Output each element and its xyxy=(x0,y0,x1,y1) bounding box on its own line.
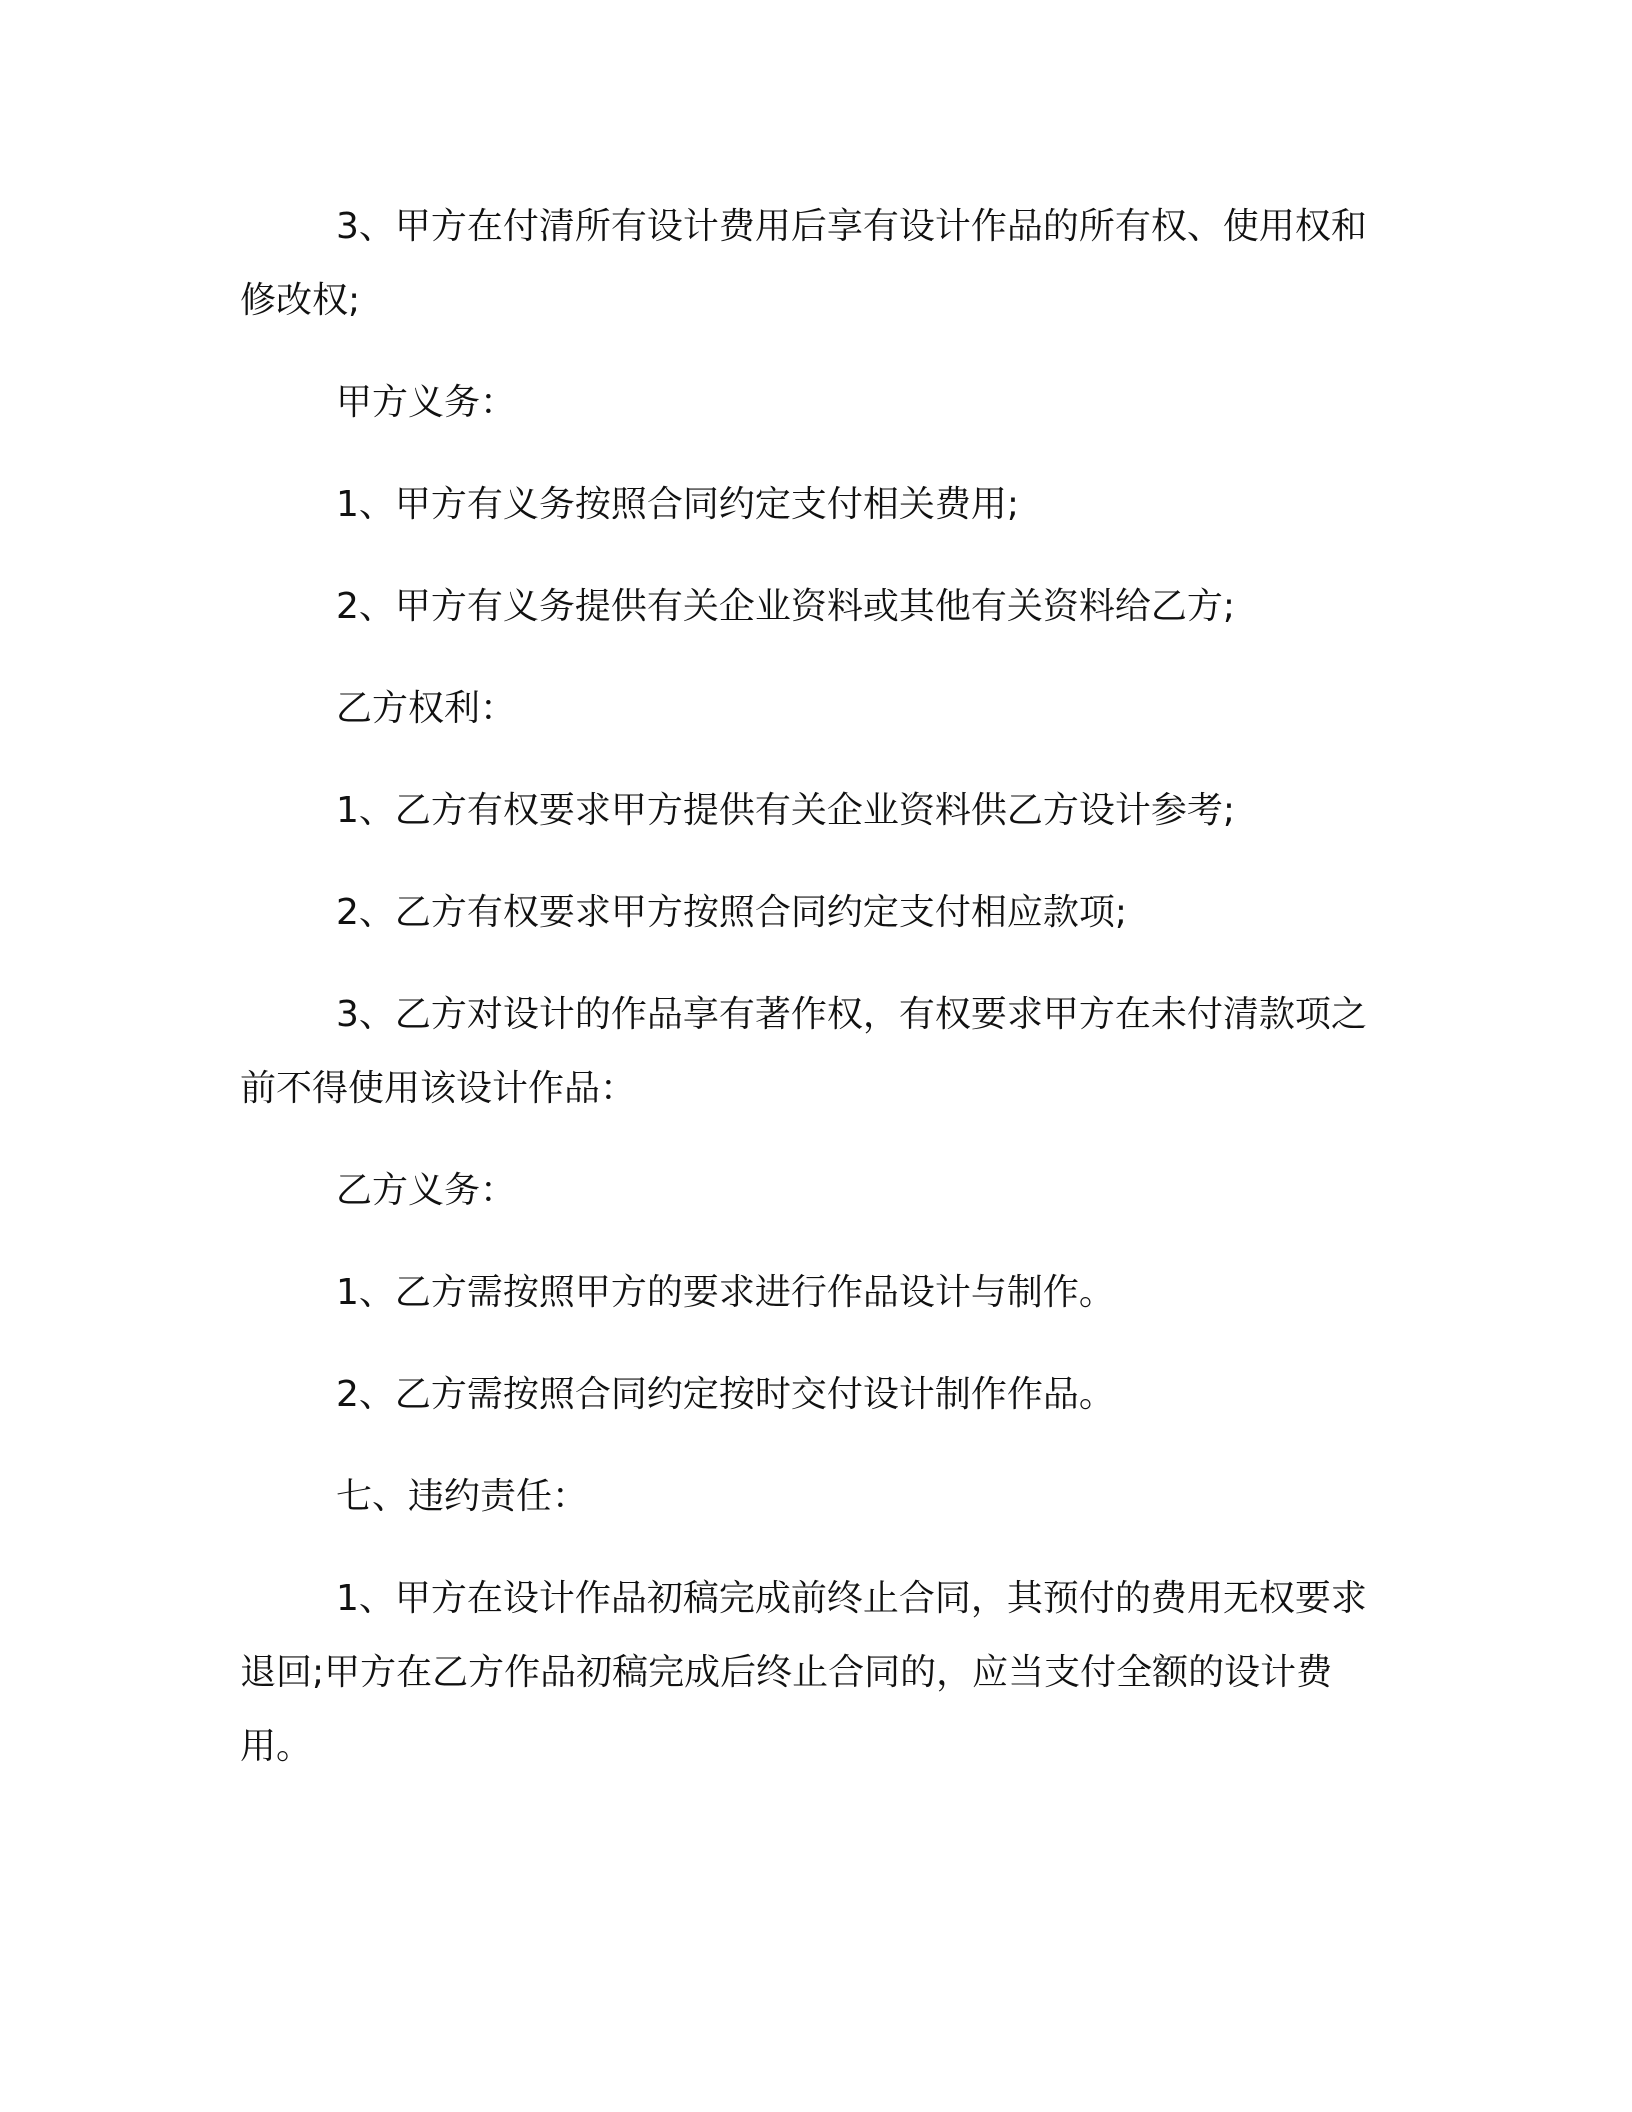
paragraph-party-b-obligation-2: 2、乙方需按照合同约定按时交付设计制作作品。 xyxy=(336,1374,1115,1415)
heading-party-b-rights: 乙方权利： xyxy=(336,688,517,729)
heading-breach-liability: 七、违约责任： xyxy=(336,1476,589,1517)
heading-party-a-obligations: 甲方义务： xyxy=(336,382,517,423)
paragraph-party-a-right-3: 3、甲方在付清所有设计费用后享有设计作品的所有权、使用权和修改权; xyxy=(240,206,1367,321)
paragraph-party-a-obligation-2: 2、甲方有义务提供有关企业资料或其他有关资料给乙方; xyxy=(336,586,1236,627)
paragraph-party-b-obligation-1: 1、乙方需按照甲方的要求进行作品设计与制作。 xyxy=(336,1272,1115,1313)
heading-party-b-obligations: 乙方义务： xyxy=(336,1170,517,1211)
paragraph-party-b-right-2: 2、乙方有权要求甲方按照合同约定支付相应款项; xyxy=(336,892,1128,933)
paragraph-party-b-right-3: 3、乙方对设计的作品享有著作权，有权要求甲方在未付清款项之前不得使用该设计作品： xyxy=(240,994,1367,1109)
paragraph-breach-liability-1: 1、甲方在设计作品初稿完成前终止合同，其预付的费用无权要求退回;甲方在乙方作品初稿完成后终止合同的，应当支付全额的设计费用。 xyxy=(240,1578,1367,1767)
paragraph-party-a-obligation-1: 1、甲方有义务按照合同约定支付相关费用; xyxy=(336,484,1020,525)
paragraph-party-b-right-1: 1、乙方有权要求甲方提供有关企业资料供乙方设计参考; xyxy=(336,790,1236,831)
document-body xyxy=(240,190,1368,1812)
